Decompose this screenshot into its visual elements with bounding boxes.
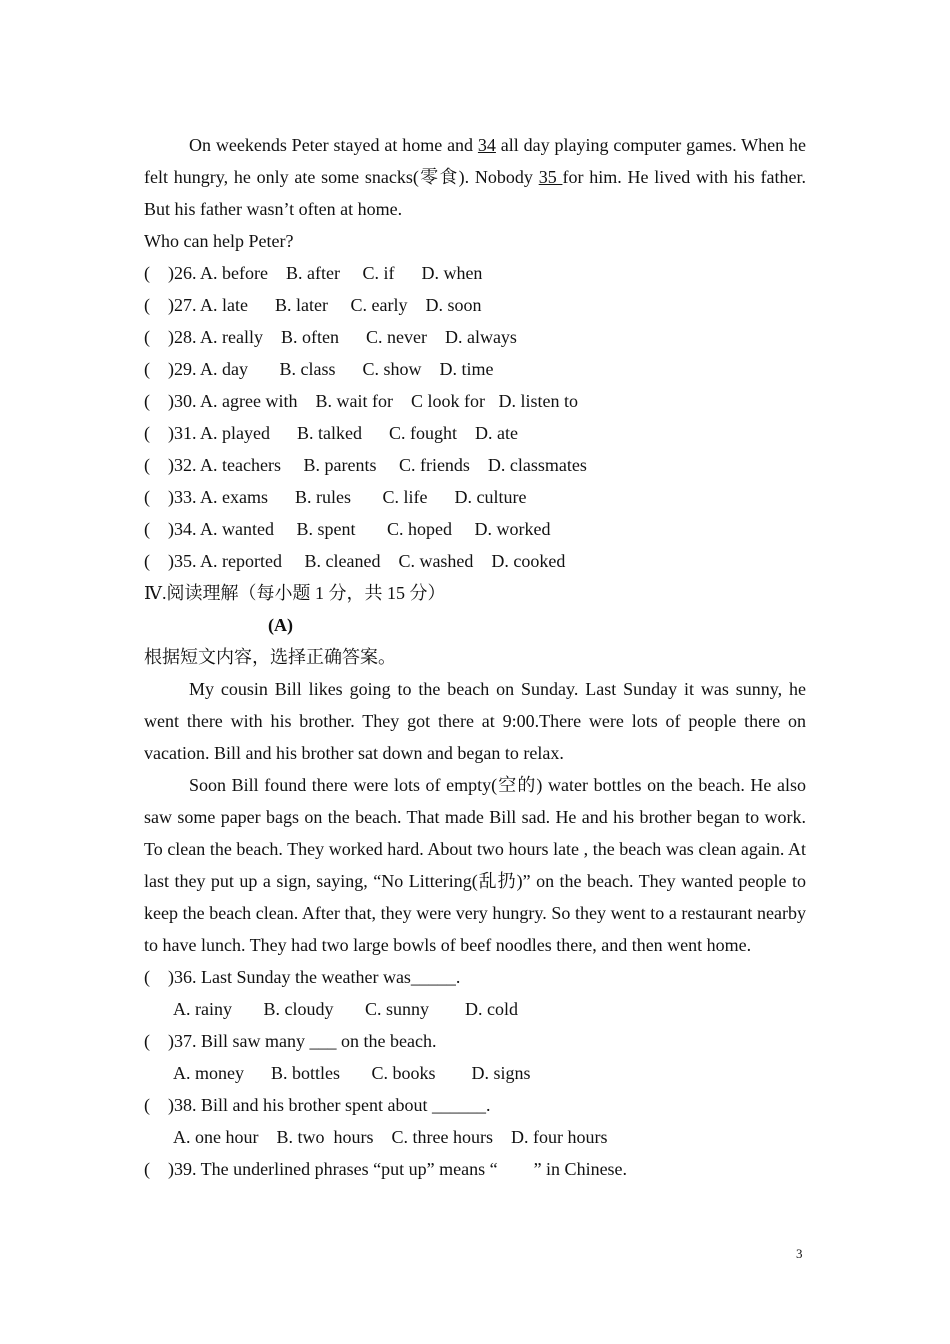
- question-text: 32. A. teachers B. parents C. friends D. classmates: [174, 455, 587, 475]
- cloze-question-34: [144, 513, 806, 545]
- answer-paren: ( ): [144, 551, 174, 571]
- passage-question-line: Who can help Peter?: [144, 231, 294, 251]
- answer-paren: ( ): [144, 487, 174, 507]
- question-stem: 38. Bill and his brother spent about ______.: [174, 1095, 491, 1115]
- passage-text: for him. He lived with his father. But his father wasn’t often at home.: [144, 167, 806, 219]
- reading-paragraph-1: My cousin Bill likes going to the beach on Sunday. Last Sunday it was sunny, he went there with his brother. They got there at 9:00.There were lots of people there on vacation. Bill and his brother sat down and began to relax.: [144, 679, 806, 763]
- reading-question-36: [144, 961, 806, 993]
- question-text: 26. A. before B. after C. if D. when: [174, 263, 483, 283]
- question-options: A. one hour B. two hours C. three hours D. four hours: [173, 1127, 608, 1147]
- reading-paragraph-2: Soon Bill found there were lots of empty(空的) water bottles on the beach. He also saw some paper bags on the beach. That made Bill sad. He and his brother began to work. To clean the beach. They worked hard. About two hours late , the beach was clean again. At last they put up a sign, saying, “No Littering(乱扔)” on the beach. They wanted people to keep the beach clean. After that, they were very hungry. So they went to a restaurant nearby to have lunch. They had two large bowls of beef noodles there, and then went home.: [144, 775, 806, 955]
- question-options: A. rainy B. cloudy C. sunny D. cold: [173, 999, 518, 1019]
- reading-question-39: [144, 1153, 806, 1185]
- question-options: A. money B. bottles C. books D. signs: [173, 1063, 531, 1083]
- reading-question-37: [144, 1025, 806, 1057]
- answer-paren: ( ): [144, 967, 174, 987]
- cloze-question-26: [144, 257, 806, 289]
- answer-paren: ( ): [144, 423, 174, 443]
- question-text: 35. A. reported B. cleaned C. washed D. cooked: [174, 551, 566, 571]
- question-text: 34. A. wanted B. spent C. hoped D. worked: [174, 519, 551, 539]
- blank-34: 34: [477, 135, 496, 155]
- cloze-question-list: [144, 257, 806, 577]
- question-text: 30. A. agree with B. wait for C look for D. listen to: [174, 391, 578, 411]
- cloze-question-29: [144, 353, 806, 385]
- cloze-question-35: [144, 545, 806, 577]
- answer-paren: ( ): [144, 295, 174, 315]
- cloze-question-30: [144, 385, 806, 417]
- question-text: 33. A. exams B. rules C. life D. culture: [174, 487, 527, 507]
- answer-paren: ( ): [144, 455, 174, 475]
- passage-paragraph: [144, 129, 806, 225]
- answer-paren: ( ): [144, 263, 174, 283]
- question-text: 29. A. day B. class C. show D. time: [174, 359, 494, 379]
- reading-question-38: [144, 1089, 806, 1121]
- sub-heading: (A): [268, 615, 293, 635]
- question-text: 31. A. played B. talked C. fought D. ate: [174, 423, 518, 443]
- answer-paren: ( ): [144, 391, 174, 411]
- cloze-question-33: [144, 481, 806, 513]
- answer-paren: ( ): [144, 1031, 174, 1051]
- question-stem: 37. Bill saw many ___ on the beach.: [174, 1031, 437, 1051]
- passage-text: On weekends Peter stayed at home and: [189, 135, 478, 155]
- question-text: 28. A. really B. often C. never D. always: [174, 327, 517, 347]
- section-heading: Ⅳ.阅读理解（每小题 1 分，共 15 分）: [144, 583, 446, 603]
- answer-paren: ( ): [144, 1159, 174, 1179]
- cloze-question-31: [144, 417, 806, 449]
- blank-35: 35: [538, 167, 563, 187]
- page-content: [144, 129, 806, 1185]
- answer-paren: ( ): [144, 359, 174, 379]
- answer-paren: ( ): [144, 519, 174, 539]
- instruction-text: 根据短文内容，选择正确答案。: [144, 647, 396, 667]
- page-number: 3: [796, 1246, 803, 1261]
- reading-question-list: [144, 961, 806, 1185]
- passage-text: all day playing computer games. When he felt hungry, he only ate some snacks(零食). Nobody: [144, 135, 806, 187]
- question-stem: 39. The underlined phrases “put up” means “ ” in Chinese.: [174, 1159, 628, 1179]
- answer-paren: ( ): [144, 327, 174, 347]
- answer-paren: ( ): [144, 1095, 174, 1115]
- cloze-question-27: [144, 289, 806, 321]
- question-stem: 36. Last Sunday the weather was_____.: [174, 967, 461, 987]
- cloze-question-28: [144, 321, 806, 353]
- cloze-question-32: [144, 449, 806, 481]
- question-text: 27. A. late B. later C. early D. soon: [174, 295, 482, 315]
